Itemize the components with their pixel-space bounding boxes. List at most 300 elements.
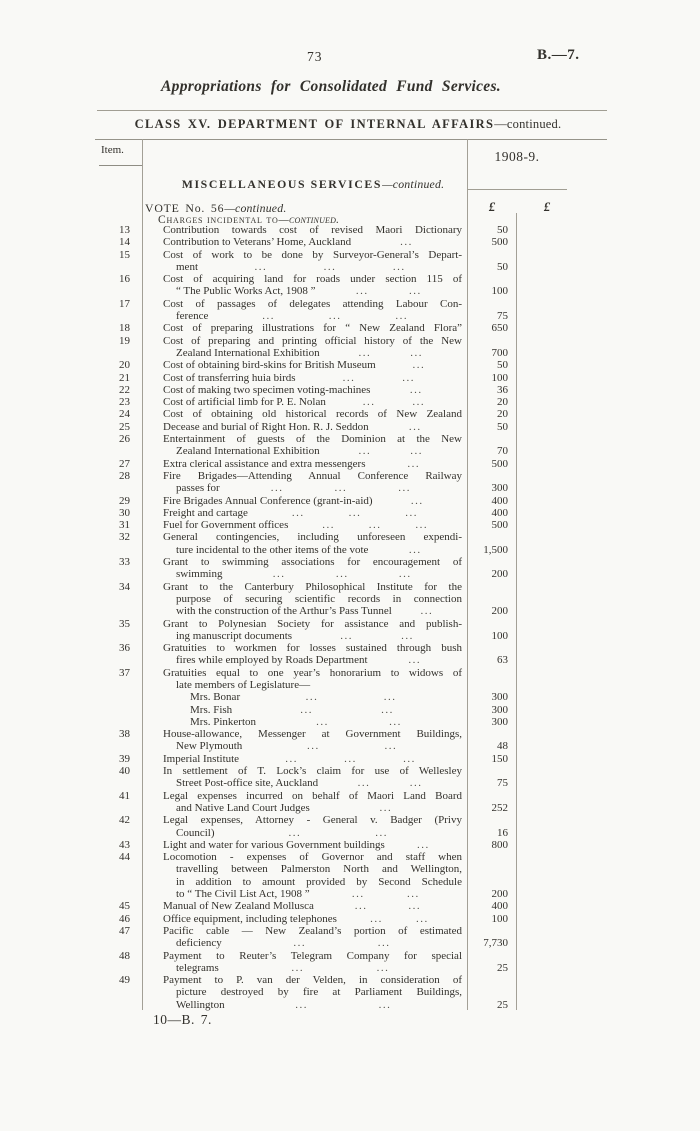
table-row [0, 851, 700, 900]
dots-leader [320, 445, 462, 457]
amount-1908-9: 100 [491, 912, 508, 925]
dots-leader [310, 802, 462, 814]
table-line [0, 384, 700, 396]
amount-1908-9: 300 [491, 482, 508, 495]
item-number: 41 [119, 789, 130, 802]
table-line [0, 827, 700, 839]
amount-1908-9: 800 [491, 838, 508, 851]
amount-1908-9: 100 [491, 285, 508, 298]
description-cell [143, 249, 467, 261]
table-row [0, 224, 700, 236]
description-text: Zealand International Exhibition [176, 346, 320, 359]
dots-leader [232, 704, 462, 716]
table-row [0, 753, 700, 765]
dots-leader [314, 900, 462, 912]
item-number: 44 [119, 851, 130, 864]
description-text: Fire Brigades—Attending Annual Conference Railway [163, 469, 462, 482]
description-cell [143, 359, 467, 371]
item-number [0, 888, 143, 900]
page-number: 73 [307, 49, 323, 64]
table-line [0, 863, 700, 875]
amount-1908-9: 75 [497, 777, 508, 790]
dot-group: ... [392, 260, 406, 273]
amount-col2-empty [516, 679, 700, 691]
amount-1908-9: 50 [497, 224, 508, 236]
dots-leader [239, 753, 462, 765]
table-line [0, 236, 700, 248]
item-number: 17 [119, 297, 130, 310]
description-text: Locomotion - expenses of Governor and staff when [163, 851, 462, 864]
description-text: ture incidental to the other items of the vote [176, 543, 369, 556]
description-text: Grant to swimming associations for encouragement of [163, 556, 462, 569]
description-text: Manual of New Zealand Mollusca [163, 900, 314, 913]
amount-1908-9: 200 [491, 568, 508, 581]
description-cell [143, 630, 467, 642]
dot-group: ... [262, 310, 275, 323]
item-number: 34 [119, 580, 130, 593]
dot-group: ... [401, 629, 414, 642]
description-text: purpose of securing scientific records in connection [176, 592, 462, 605]
table-line [0, 753, 700, 765]
description-text: Cost of making two specimen voting-machines [163, 383, 371, 396]
description-cell [143, 482, 467, 494]
item-number: 23 [119, 396, 130, 409]
amount-1908-9: 400 [491, 506, 508, 519]
amount-col2-empty [516, 224, 700, 236]
item-number: 29 [119, 494, 130, 507]
document-title: Appropriations for Consolidated Fund Services. [161, 78, 501, 95]
dot-group: ... [420, 605, 434, 618]
table-line [0, 544, 700, 556]
description-cell [143, 458, 467, 470]
dot-group: ... [408, 900, 422, 913]
table-row [0, 298, 700, 323]
section-heading-main: MISCELLANEOUS SERVICES [181, 177, 383, 191]
description-cell [143, 814, 467, 826]
table-row [0, 814, 700, 839]
amount-1908-9: 500 [491, 457, 508, 470]
rule-under-title [97, 110, 607, 111]
description-text: Entertainment of guests of the Dominion at the New [163, 433, 462, 446]
table-row [0, 322, 700, 334]
item-number [0, 347, 143, 359]
dot-group: ... [285, 752, 298, 765]
dot-group: ... [398, 482, 411, 495]
description-text: Fuel for Government offices [163, 519, 289, 532]
dots-leader [292, 630, 462, 642]
description-text: Gratuities equal to one year’s honorarium to widows of [163, 666, 462, 679]
amount-1908-9: 75 [497, 310, 508, 323]
table-line [0, 618, 700, 630]
table-line [0, 445, 700, 457]
item-number: 25 [119, 420, 130, 433]
dot-group: ... [383, 691, 397, 704]
dots-leader [316, 285, 462, 297]
amount-1908-9: 16 [497, 826, 508, 839]
amount-1908-9: 400 [491, 900, 508, 913]
table-line [0, 581, 700, 593]
amount-1908-9: 1,500 [483, 543, 508, 556]
table-row [0, 507, 700, 519]
item-number: 15 [119, 248, 130, 261]
item-number: 24 [119, 408, 130, 421]
description-cell [143, 728, 467, 740]
amount-1908-9 [467, 618, 516, 630]
class-heading-main: CLASS XV. DEPARTMENT OF INTERNAL AFFAIRS [134, 117, 495, 131]
description-cell [143, 642, 467, 654]
amount-1908-9 [467, 790, 516, 802]
dots-leader [225, 999, 462, 1011]
dots-leader [337, 913, 462, 925]
amount-1908-9: 400 [491, 494, 508, 507]
description-cell [143, 445, 467, 457]
description-cell [143, 704, 467, 716]
charges-heading-main: Charges incidental to [158, 214, 279, 226]
amount-col2-empty [516, 445, 700, 457]
description-text: and Native Land Court Judges [176, 801, 310, 814]
table-line [0, 962, 700, 974]
amount-col2-empty [516, 974, 700, 986]
dot-group: ... [344, 752, 357, 765]
description-cell [143, 851, 467, 863]
description-text: Mrs. Pinkerton [190, 715, 256, 728]
table-row [0, 335, 700, 360]
amount-col2-empty [516, 310, 700, 322]
dot-group: ... [389, 715, 402, 728]
amount-1908-9 [467, 470, 516, 482]
table-row [0, 421, 700, 433]
amount-1908-9 [467, 851, 516, 863]
description-cell [143, 470, 467, 482]
table-row [0, 396, 700, 408]
description-cell [143, 827, 467, 839]
dot-group: ... [254, 260, 268, 273]
description-cell [143, 224, 467, 236]
rule-under-year-header [467, 189, 567, 190]
amount-col2-empty [516, 876, 700, 888]
amount-col2-empty [516, 937, 700, 949]
dots-leader [373, 495, 462, 507]
dot-group: ... [368, 519, 382, 532]
item-number [0, 568, 143, 580]
charges-heading-continued: —continued. [278, 214, 340, 226]
amount-col2-empty [516, 900, 700, 912]
table-line [0, 630, 700, 642]
description-text: Payment to Reuter’s Telegram Company for special [163, 949, 462, 962]
description-text: Wellington [176, 998, 225, 1011]
amount-col2-empty [516, 285, 700, 297]
amount-col2-empty [516, 691, 700, 703]
dots-leader [219, 962, 462, 974]
item-number: 42 [119, 814, 130, 827]
table-row [0, 384, 700, 396]
amount-col2-empty [516, 507, 700, 519]
dot-group: ... [412, 359, 426, 372]
table-row [0, 273, 700, 298]
dot-group: ... [412, 396, 426, 409]
item-number [0, 445, 143, 457]
table-line [0, 568, 700, 580]
dot-group: ... [405, 506, 419, 519]
table-line [0, 691, 700, 703]
dot-group: ... [322, 519, 335, 532]
amount-col2-empty [516, 642, 700, 654]
amount-col2-empty [516, 249, 700, 261]
item-number: 39 [119, 752, 130, 765]
amount-1908-9: 100 [491, 371, 508, 384]
vote-heading-continued: —continued. [224, 201, 287, 215]
dot-group: ... [408, 420, 422, 433]
description-text: Mrs. Bonar [190, 691, 241, 704]
description-text: Pacific cable — New Zealand’s portion of estimated [163, 924, 462, 937]
amount-col2-empty [516, 433, 700, 445]
table-row [0, 618, 700, 643]
item-number [0, 544, 143, 556]
dot-group: ... [406, 888, 420, 901]
amount-col2-empty [516, 593, 700, 605]
amount-1908-9 [467, 863, 516, 875]
description-text: Contribution towards cost of revised Maori Dictionary [163, 224, 462, 236]
description-cell [143, 679, 467, 691]
description-text: Cost of artificial limb for P. E. Nolan [163, 396, 326, 409]
amount-col2-empty [516, 863, 700, 875]
description-text: passes for [176, 482, 220, 495]
amount-col2-empty [516, 556, 700, 568]
dots-leader [296, 372, 462, 384]
amount-col2-empty [516, 765, 700, 777]
dot-group: ... [316, 715, 329, 728]
table-line [0, 470, 700, 482]
table-row [0, 581, 700, 618]
amount-1908-9: 650 [491, 322, 508, 335]
dots-leader [326, 396, 462, 408]
description-text: Imperial Institute [163, 752, 240, 765]
table-row [0, 470, 700, 495]
description-text: Street Post-office site, Auckland [176, 777, 319, 790]
amount-col2-empty [516, 999, 700, 1011]
description-text: ment [176, 260, 198, 273]
amount-col2-empty [516, 568, 700, 580]
description-text: House-allowance, Messenger at Government Buildings, [163, 728, 462, 741]
table-line [0, 777, 700, 789]
amount-col2-empty [516, 962, 700, 974]
description-cell [143, 986, 467, 998]
item-number: 43 [119, 838, 130, 851]
description-text: Zealand International Exhibition [176, 445, 320, 458]
section-heading [182, 177, 445, 192]
dot-group: ... [375, 826, 388, 839]
dot-group: ... [400, 236, 413, 249]
table-line [0, 433, 700, 445]
table-row [0, 458, 700, 470]
amount-1908-9 [467, 556, 516, 568]
table-row [0, 642, 700, 667]
table-row [0, 408, 700, 420]
dot-group: ... [408, 543, 422, 556]
dot-group: ... [328, 310, 342, 323]
dots-leader [242, 740, 462, 752]
table-line [0, 519, 700, 531]
dots-leader [318, 777, 462, 789]
item-number: 35 [119, 617, 130, 630]
description-cell [143, 999, 467, 1011]
dot-group: ... [323, 260, 337, 273]
item-number: 38 [119, 728, 130, 741]
table-line [0, 765, 700, 777]
table-line [0, 851, 700, 863]
description-cell [143, 790, 467, 802]
amount-1908-9: 700 [491, 346, 508, 359]
table-line [0, 950, 700, 962]
table-line [0, 495, 700, 507]
amount-1908-9: 20 [497, 396, 508, 409]
amount-col2-empty [516, 261, 700, 273]
table-line [0, 913, 700, 925]
item-number [0, 310, 143, 322]
description-text: Legal expenses incurred on behalf of Maori Land Board [163, 789, 462, 802]
document-reference: B.—7. [537, 47, 580, 63]
amount-1908-9 [467, 814, 516, 826]
amount-col2-empty [516, 740, 700, 752]
dots-leader [198, 261, 462, 273]
dots-leader [392, 605, 462, 617]
amount-col2-empty [516, 667, 700, 679]
table-line [0, 347, 700, 359]
footer-signature: 10—B. 7. [153, 1012, 212, 1027]
amount-col2-empty [516, 827, 700, 839]
dot-group: ... [291, 961, 305, 974]
table-line [0, 839, 700, 851]
description-cell [143, 925, 467, 937]
item-number: 49 [119, 974, 130, 987]
description-cell [143, 777, 467, 789]
description-text: Office equipment, including telephones [163, 912, 337, 925]
item-number [0, 285, 143, 297]
table-line [0, 285, 700, 297]
amount-col2-empty [516, 273, 700, 285]
table-line [0, 421, 700, 433]
dots-leader [376, 359, 462, 371]
dots-leader [240, 691, 462, 703]
item-number [0, 691, 143, 703]
amount-1908-9 [467, 679, 516, 691]
amount-col2-empty [516, 605, 700, 617]
description-text: fires while employed by Roads Department [176, 654, 368, 667]
table-line [0, 925, 700, 937]
table-line [0, 716, 700, 728]
amount-col2-empty [516, 421, 700, 433]
description-text: in addition to amount provided by Second Schedule [176, 875, 462, 888]
table-line [0, 396, 700, 408]
dot-group: ... [410, 346, 424, 359]
table-line [0, 888, 700, 900]
amount-col2-empty [516, 790, 700, 802]
table-line [0, 728, 700, 740]
description-cell [143, 581, 467, 593]
amount-1908-9: 500 [491, 236, 508, 249]
amount-1908-9: 100 [491, 629, 508, 642]
dots-leader [222, 568, 462, 580]
description-text: Cost of work to be done by Surveyor-General’s Depart- [163, 248, 462, 261]
description-text: Light and water for various Government buildings [163, 838, 385, 851]
description-cell [143, 605, 467, 617]
dot-group: ... [370, 912, 383, 925]
amount-col2-empty [516, 482, 700, 494]
description-cell [143, 310, 467, 322]
amount-col2-empty [516, 236, 700, 248]
dots-leader [310, 888, 462, 900]
table-row [0, 531, 700, 556]
item-number [0, 605, 143, 617]
description-cell [143, 408, 467, 420]
dot-group: ... [291, 506, 305, 519]
description-cell [143, 691, 467, 703]
table-line [0, 372, 700, 384]
amount-col2-empty [516, 347, 700, 359]
description-text: Grant to Polynesian Society for assistance and publish- [163, 617, 462, 630]
dots-leader [248, 507, 462, 519]
item-number: 30 [119, 506, 130, 519]
table-row [0, 433, 700, 458]
description-text: Cost of preparing and printing official history of the New [163, 334, 462, 347]
dot-group: ... [377, 937, 391, 950]
table-line [0, 974, 700, 986]
table-line [0, 359, 700, 371]
item-number: 19 [119, 334, 130, 347]
dots-leader [369, 421, 462, 433]
dot-group: ... [378, 998, 392, 1011]
table-line [0, 667, 700, 679]
description-text: Cost of acquiring land for roads under section 115 of [163, 273, 462, 286]
item-number: 28 [119, 469, 130, 482]
description-text: telegrams [176, 961, 219, 974]
description-text: Mrs. Fish [190, 703, 233, 716]
description-cell [143, 950, 467, 962]
description-text: Payment to P. van der Velden, in consideration of [163, 974, 462, 987]
amount-1908-9: 20 [497, 408, 508, 421]
amount-1908-9 [467, 728, 516, 740]
description-cell [143, 335, 467, 347]
amount-col2-empty [516, 470, 700, 482]
dot-group: ... [335, 568, 349, 581]
item-number [0, 999, 143, 1011]
dot-group: ... [381, 703, 394, 716]
description-text: In settlement of T. Lock’s claim for use of Wellesley [163, 765, 462, 778]
table-row [0, 728, 700, 753]
item-number: 46 [119, 912, 130, 925]
table-row [0, 765, 700, 790]
dots-leader [222, 937, 462, 949]
table-line [0, 802, 700, 814]
description-cell [143, 396, 467, 408]
table-row [0, 359, 700, 371]
amount-1908-9 [467, 273, 516, 285]
amount-1908-9 [467, 335, 516, 347]
item-number [0, 827, 143, 839]
item-number [0, 630, 143, 642]
item-number [0, 261, 143, 273]
description-cell [143, 298, 467, 310]
amount-col2-empty [516, 654, 700, 666]
dot-group: ... [384, 740, 398, 753]
amount-1908-9 [467, 986, 516, 998]
amount-1908-9: 300 [491, 691, 508, 704]
table-line [0, 704, 700, 716]
dot-group: ... [398, 568, 412, 581]
dots-leader [215, 827, 463, 839]
amount-1908-9 [467, 433, 516, 445]
description-text: late members of Legislature— [176, 678, 311, 691]
